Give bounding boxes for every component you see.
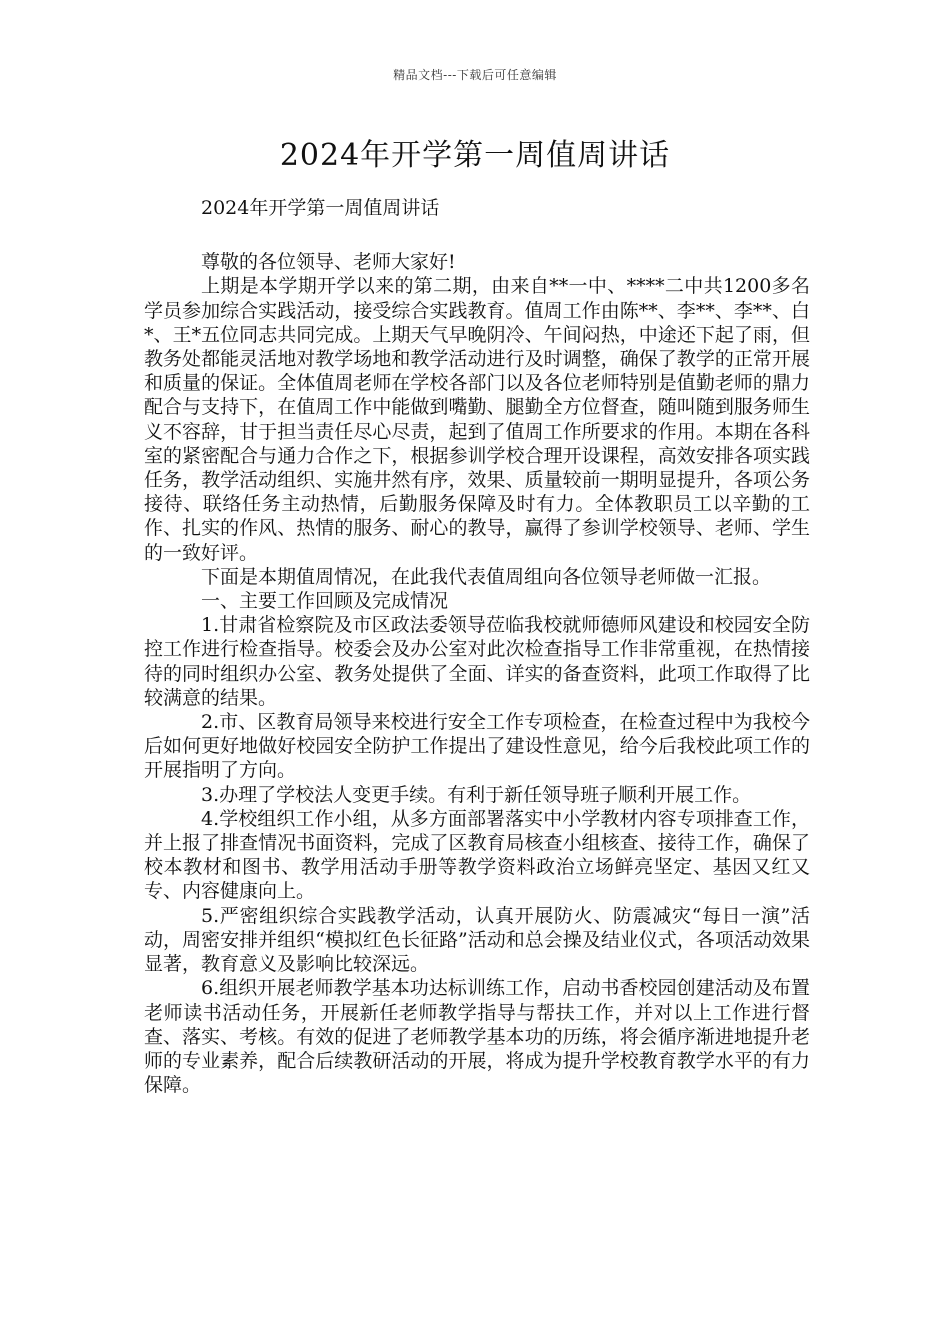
subtitle-paragraph: 2024年开学第一周值周讲话 <box>201 197 440 219</box>
list-item-paragraph: 4.学校组织工作小组，从多方面部署落实中小学教材内容专项排查工作，并上报了排查情况书面资料，完成了区教育局核查小组核查、接待工作，确保了校本教材和图书、教学用活动手册等教学资料政治立场鲜亮坚定、基因又红又专、内容健康向上。 <box>144 807 810 903</box>
list-item-paragraph: 2.市、区教育局领导来校进行安全工作专项检查，在检查过程中为我校今后如何更好地做好校园安全防护工作提出了建设性意见，给今后我校此项工作的开展指明了方向。 <box>144 711 810 782</box>
section-heading: 一、主要工作回顾及完成情况 <box>201 590 449 613</box>
greeting-paragraph: 尊敬的各位领导、老师大家好! <box>201 251 456 274</box>
document-title: 2024年开学第一周值周讲话 <box>279 138 671 173</box>
header-note: 精品文档---下载后可任意编辑 <box>393 68 557 82</box>
list-item-paragraph: 6.组织开展老师教学基本功达标训练工作，启动书香校园创建活动及布置老师读书活动任务，开展新任老师教学指导与帮扶工作，并对以上工作进行督查、落实、考核。有效的促进了老师教学基本功的历练，将会循序渐进地提升老师的专业素养，配合后续教研活动的开展，将成为提升学校教育教学水平的有力保障。 <box>144 977 810 1097</box>
list-item-paragraph: 3.办理了学校法人变更手续。有利于新任领导班子顺利开展工作。 <box>201 783 752 806</box>
list-item-paragraph: 5.严密组织综合实践教学活动，认真开展防火、防震减灾“每日一演”活动，周密安排并组织“模拟红色长征路”活动和总会操及结业仪式，各项活动效果显著，教育意义及影响比较深远。 <box>144 904 810 976</box>
body-paragraph: 下面是本期值周情况，在此我代表值周组向各位领导老师做一汇报。 <box>201 565 772 588</box>
document-body <box>144 196 810 1097</box>
list-item-paragraph: 1.甘肃省检察院及市区政法委领导莅临我校就师德师风建设和校园安全防控工作进行检查指导。校委会及办公室对此次检查指导工作非常重视，在热情接待的同时组织办公室、教务处提供了全面、详实的备查资料，此项工作取得了比较满意的结果。 <box>144 614 810 709</box>
body-paragraph: 上期是本学期开学以来的第二期，由来自**一中、****二中共1200多名学员参加综合实践活动，接受综合实践教育。值周工作由陈**、李**、李**、白*、王*五位同志共同完成。上期天气早晚阴冷、午间闷热，中途还下起了雨，但教务处都能灵活地对教学场地和教学活动进行及时调整，确保了教学的正常开展和质量的保证。全体值周老师在学校各部门以及各位老师特别是值勤老师的鼎力配合与支持下，在值周工作中能做到嘴勤、腿勤全方位督查，随叫随到服务师生义不容辞，甘于担当责任尽心尽责，起到了值周工作所要求的作用。本期在各科室的紧密配合与通力合作之下，根据参训学校合理开设课程，高效安排各项实践任务，教学活动组织、实施井然有序，效果、质量较前一期明显提升，各项公务接待、联络任务主动热情，后勤服务保障及时有力。全体教职员工以辛勤的工作、扎实的作风、热情的服务、耐心的教导，赢得了参训学校领导、老师、学生的一致好评。 <box>144 275 810 564</box>
